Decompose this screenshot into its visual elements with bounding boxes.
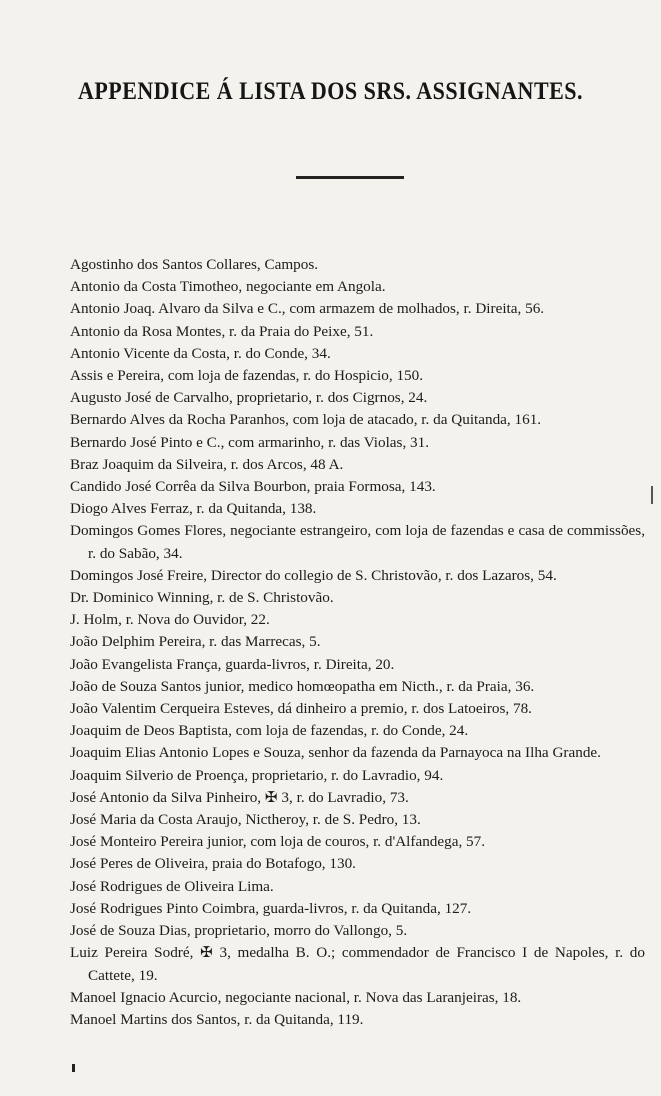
list-item: José Rodrigues Pinto Coimbra, guarda-livros, r. da Quitanda, 127. (70, 899, 472, 917)
list-item: José Peres de Oliveira, praia do Botafogo, 130. (70, 855, 356, 873)
list-item: Diogo Alves Ferraz, r. da Quitanda, 138. (70, 500, 317, 518)
list-item: Antonio da Costa Timotheo, negociante em Angola. (70, 278, 386, 296)
list-item: Manoel Martins dos Santos, r. da Quitanda, 119. (70, 1010, 364, 1028)
list-item: José Monteiro Pereira junior, com loja de couros, r. d'Alfandega, 57. (70, 833, 486, 851)
subscriber-list (70, 254, 645, 1031)
list-item: Joaquim de Deos Baptista, com loja de fazendas, r. do Conde, 24. (70, 722, 469, 740)
list-item: Candido José Corrêa da Silva Bourbon, praia Formosa, 143. (70, 478, 436, 496)
list-item: Antonio Vicente da Costa, r. do Conde, 34. (70, 344, 331, 362)
list-item: José Antonio da Silva Pinheiro, ✠ 3, r. do Lavradio, 73. (70, 788, 409, 806)
list-item: João Valentim Cerqueira Esteves, dá dinheiro a premio, r. dos Latoeiros, 78. (70, 700, 532, 718)
list-item: Braz Joaquim da Silveira, r. dos Arcos, 48 A. (70, 455, 344, 473)
list-item: Agostinho dos Santos Collares, Campos. (70, 256, 319, 273)
list-item: José Maria da Costa Araujo, Nictheroy, r. de S. Pedro, 13. (70, 811, 421, 829)
list-item: João Delphim Pereira, r. das Marrecas, 5. (70, 633, 321, 651)
list-item: Domingos Gomes Flores, negociante estrangeiro, com loja de fazendas e casa de commissões, r. do Sabão, 34. (70, 522, 645, 562)
list-item: Joaquim Elias Antonio Lopes e Souza, senhor da fazenda da Parnayoca na Ilha Grande. (70, 744, 601, 762)
list-item: Joaquim Silverio de Proença, proprietario, r. do Lavradio, 94. (70, 766, 444, 784)
list-item: João de Souza Santos junior, medico homœopatha em Nicth., r. da Praia, 36. (70, 677, 535, 695)
list-item: João Evangelista França, guarda-livros, r. Direita, 20. (70, 655, 395, 673)
list-item: Luiz Pereira Sodré, ✠ 3, medalha B. O.; commendador de Francisco I de Napoles, r. do Cattete, 19. (70, 944, 645, 984)
print-mark (72, 1064, 75, 1072)
list-item: Bernardo Alves da Rocha Paranhos, com loja de atacado, r. da Quitanda, 161. (70, 411, 542, 429)
list-item: José Rodrigues de Oliveira Lima. (70, 877, 274, 895)
list-item: Antonio da Rosa Montes, r. da Praia do Peixe, 51. (70, 322, 374, 340)
list-item: Domingos José Freire, Director do collegio de S. Christovão, r. dos Lazaros, 54. (70, 566, 557, 584)
list-item: Bernardo José Pinto e C., com armarinho, r. das Violas, 31. (70, 433, 430, 451)
page-edge-mark (651, 486, 653, 504)
list-item: J. Holm, r. Nova do Ouvidor, 22. (70, 611, 270, 629)
title-divider (296, 176, 404, 179)
list-item: Antonio Joaq. Alvaro da Silva e C., com armazem de molhados, r. Direita, 56. (70, 300, 545, 318)
page-title: APPENDICE Á LISTA DOS SRS. ASSIGNANTES. (77, 76, 584, 105)
list-item: Augusto José de Carvalho, proprietario, r. dos Cigrnos, 24. (70, 389, 428, 407)
list-item: José de Souza Dias, proprietario, morro do Vallongo, 5. (70, 922, 408, 940)
list-item: Dr. Dominico Winning, r. de S. Christovão. (70, 589, 334, 607)
list-item: Assis e Pereira, com loja de fazendas, r. do Hospicio, 150. (70, 367, 424, 385)
list-item: Manoel Ignacio Acurcio, negociante nacional, r. Nova das Laranjeiras, 18. (70, 988, 522, 1006)
